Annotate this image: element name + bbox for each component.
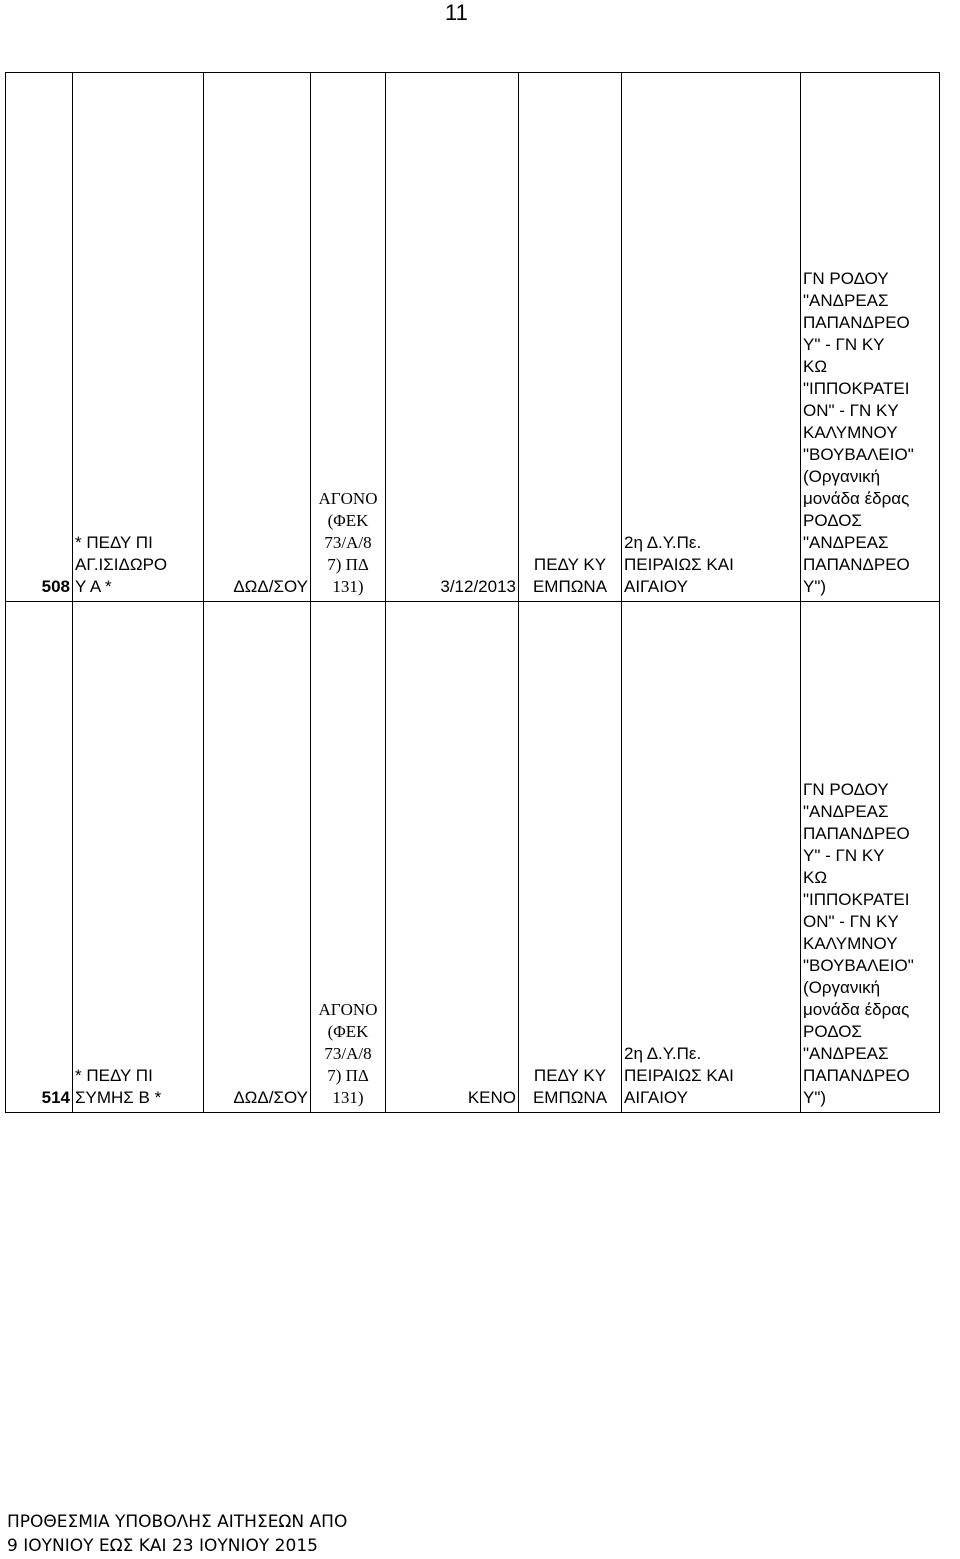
pedy-unit: ΠΕΔΥ ΚΥ ΕΜΠΩΝΑ	[519, 602, 622, 1113]
remote-area-status: ΑΓΟΝΟ (ΦΕΚ 73/Α/8 7) ΠΔ 131)	[311, 602, 386, 1113]
health-unit: * ΠΕΔΥ ΠΙ ΣΥΜΗΣ Β *	[73, 602, 204, 1113]
hospital-unit: ΓΝ ΡΟΔΟΥ "ΑΝΔΡΕΑΣ ΠΑΠΑΝΔΡΕΟ Υ" - ΓΝ ΚΥ ΚΩ "ΙΠΠΟΚΡΑΤΕΙ ΟΝ" - ΓΝ ΚΥ ΚΑΛΥΜΝΟΥ "ΒΟΥΒΑΛΕΙΟ" (Οργανική μονάδα έδρας ΡΟΔΟΣ "ΑΝΔΡΕΑΣ ΠΑΠΑΝΔΡΕΟ Υ")	[801, 602, 940, 1113]
health-region: 2η Δ.Υ.Πε. ΠΕΙΡΑΙΩΣ ΚΑΙ ΑΙΓΑΙΟΥ	[622, 73, 801, 602]
specialty: ΔΩΔ/ΣΟΥ	[204, 73, 311, 602]
page-number: 11	[445, 0, 468, 25]
position-number: 508	[6, 73, 73, 602]
footer-line-2: 9 ΙΟΥΝΙΟΥ ΕΩΣ ΚΑΙ 23 ΙΟΥΝΙΟΥ 2015	[7, 1536, 318, 1556]
footer-line-1: ΠΡΟΘΕΣΜΙΑ ΥΠΟΒΟΛΗΣ ΑΙΤΗΣΕΩΝ ΑΠΟ	[7, 1512, 348, 1532]
hospital-unit: ΓΝ ΡΟΔΟΥ "ΑΝΔΡΕΑΣ ΠΑΠΑΝΔΡΕΟ Υ" - ΓΝ ΚΥ ΚΩ "ΙΠΠΟΚΡΑΤΕΙ ΟΝ" - ΓΝ ΚΥ ΚΑΛΥΜΝΟΥ "ΒΟΥΒΑΛΕΙΟ" (Οργανική μονάδα έδρας ΡΟΔΟΣ "ΑΝΔΡΕΑΣ ΠΑΠΑΝΔΡΕΟ Υ")	[801, 73, 940, 602]
position-number: 514	[6, 602, 73, 1113]
health-region: 2η Δ.Υ.Πε. ΠΕΙΡΑΙΩΣ ΚΑΙ ΑΙΓΑΙΟΥ	[622, 602, 801, 1113]
health-unit: * ΠΕΔΥ ΠΙ ΑΓ.ΙΣΙΔΩΡΟ Υ Α *	[73, 73, 204, 602]
vacancy-date: ΚΕΝΟ	[386, 602, 519, 1113]
application-deadline-footer	[7, 1510, 347, 1558]
table-row	[6, 602, 940, 1113]
specialty: ΔΩΔ/ΣΟΥ	[204, 602, 311, 1113]
vacancy-date: 3/12/2013	[386, 73, 519, 602]
remote-area-status: ΑΓΟΝΟ (ΦΕΚ 73/Α/8 7) ΠΔ 131)	[311, 73, 386, 602]
table-row	[6, 73, 940, 602]
pedy-unit: ΠΕΔΥ ΚΥ ΕΜΠΩΝΑ	[519, 73, 622, 602]
positions-table	[5, 72, 940, 1113]
